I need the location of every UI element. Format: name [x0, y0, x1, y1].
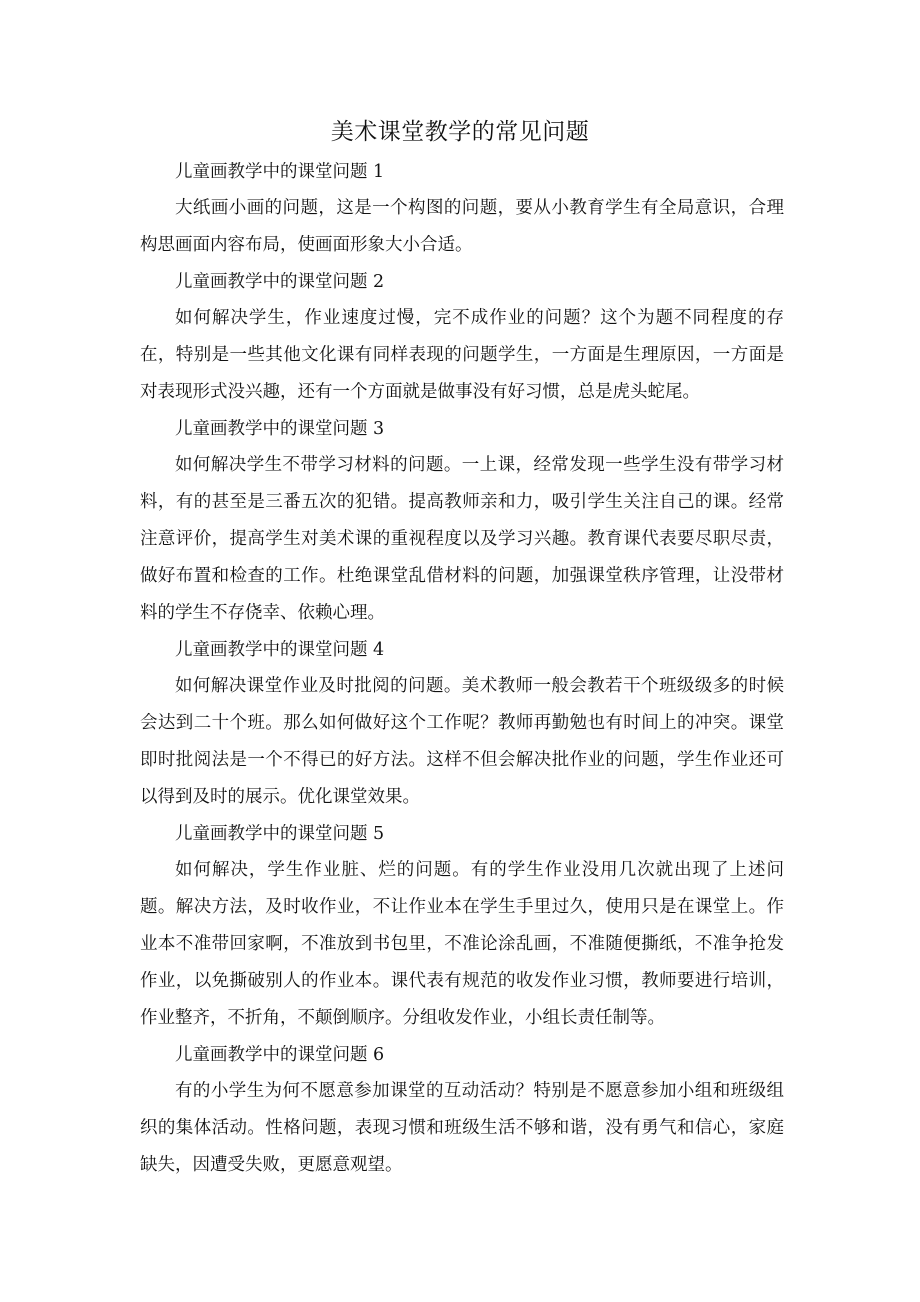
section-paragraph: 如何解决学生，作业速度过慢，完不成作业的问题？这个为题不同程度的存在，特别是一些其他文化课有同样表现的问题学生，一方面是生理原因，一方面是对表现形式没兴趣，还有一个方面就是做事没有好习惯，总是虎头蛇尾。: [140, 308, 784, 402]
section-paragraph: 如何解决课堂作业及时批阅的问题。美术教师一般会教若干个班级级多的时候会达到二十个班。那么如何做好这个工作呢？教师再勤勉也有时间上的冲突。课堂即时批阅法是一个不得已的好方法。这样不但会解决批作业的问题，学生作业还可以得到及时的展示。优化课堂效果。: [140, 676, 784, 807]
section-heading: 儿童画教学中的课堂问题 1: [175, 162, 385, 182]
section-3: [140, 411, 784, 632]
section-paragraph: 有的小学生为何不愿意参加课堂的互动活动？特别是不愿意参加小组和班级组织的集体活动。性格问题，表现习惯和班级生活不够和谐，没有勇气和信心，家庭缺失，因遭受失败，更愿意观望。: [140, 1081, 784, 1175]
section-paragraph: 大纸画小画的问题，这是一个构图的问题，要从小教育学生有全局意识，合理构思画面内容布局，使画面形象大小合适。: [140, 198, 784, 255]
section-heading: 儿童画教学中的课堂问题 5: [175, 824, 385, 844]
section-1: [140, 154, 784, 264]
section-paragraph: 如何解决，学生作业脏、烂的问题。有的学生作业没用几次就出现了上述问题。解决方法，及时收作业，不让作业本在学生手里过久，使用只是在课堂上。作业本不准带回家啊，不准放到书包里，不准论涂乱画，不准随便撕纸，不准争抢发作业，以免撕破别人的作业本。课代表有规范的收发作业习惯，教师要进行培训，作业整齐，不折角，不颠倒顺序。分组收发作业，小组长责任制等。: [140, 860, 784, 1028]
section-heading: 儿童画教学中的课堂问题 6: [175, 1045, 385, 1065]
document-title: 美术课堂教学的常见问题: [330, 119, 590, 145]
section-heading: 儿童画教学中的课堂问题 2: [175, 272, 385, 292]
section-heading: 儿童画教学中的课堂问题 3: [175, 419, 385, 439]
document-body: [140, 154, 784, 1184]
section-2: [140, 264, 784, 411]
section-5: [140, 816, 784, 1037]
section-6: [140, 1037, 784, 1184]
section-heading: 儿童画教学中的课堂问题 4: [175, 640, 385, 660]
section-paragraph: 如何解决学生不带学习材料的问题。一上课，经常发现一些学生没有带学习材料，有的甚至是三番五次的犯错。提高教师亲和力，吸引学生关注自己的课。经常注意评价，提高学生对美术课的重视程度以及学习兴趣。教育课代表要尽职尽责，做好布置和检查的工作。杜绝课堂乱借材料的问题，加强课堂秩序管理，让没带材料的学生不存侥幸、依赖心理。: [140, 455, 784, 623]
section-4: [140, 632, 784, 816]
